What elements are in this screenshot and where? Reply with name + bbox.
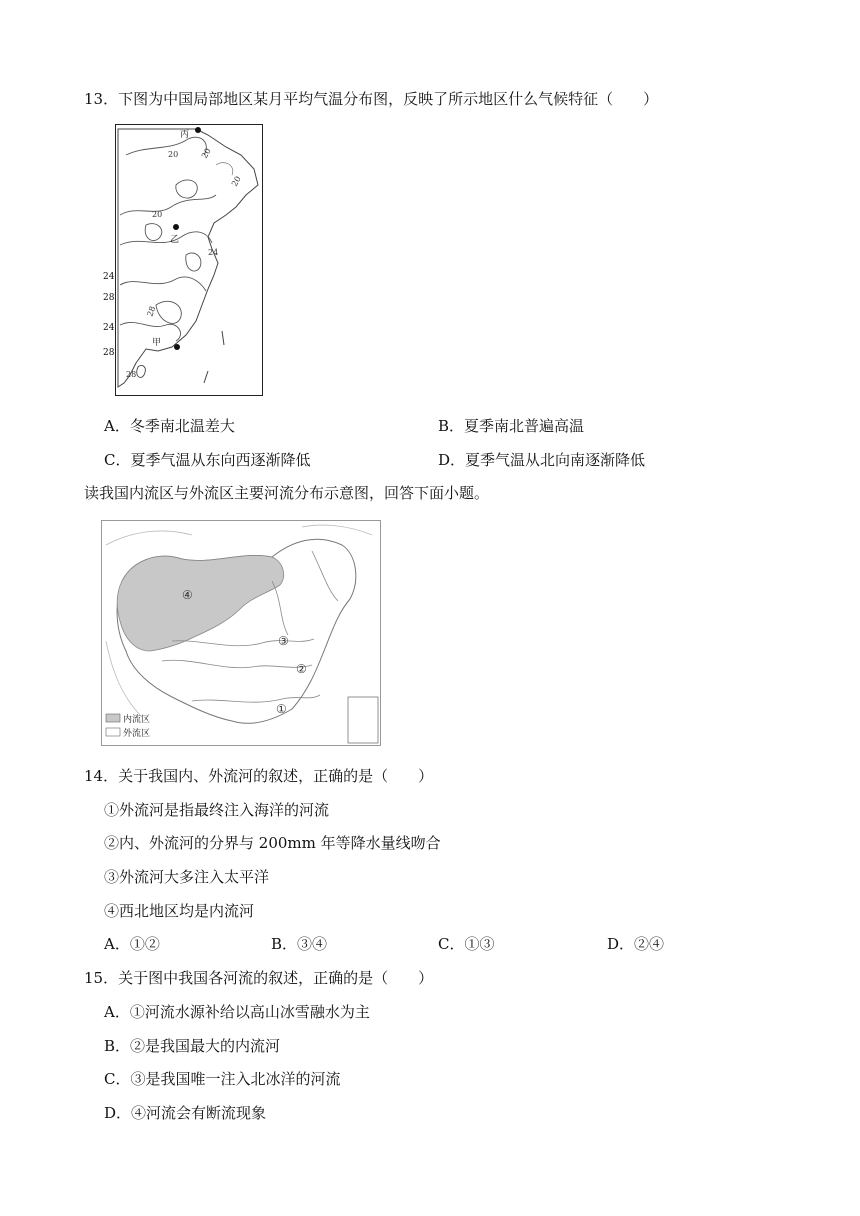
city-dot-north [195, 127, 201, 133]
legend-inner-label: 内流区 [123, 715, 151, 725]
isotherm-label-20a: 20 [168, 150, 179, 159]
q13-option-d[interactable]: D．夏季气温从北向南逐渐降低 [438, 451, 646, 469]
outer-label-28-bottom: 28 [103, 348, 115, 358]
river-marker-3: ③ [278, 634, 289, 648]
legend-outer-swatch [106, 728, 120, 736]
q15-option-a[interactable]: A．①河流水源补给以高山冰雪融水为主 [104, 1003, 370, 1021]
isotherm-label-28d: 28 [126, 370, 137, 379]
q13-option-c[interactable]: C．夏季气温从东向西逐渐降低 [104, 451, 311, 469]
river-marker-1: ① [276, 702, 287, 716]
label-place-c: 丙 [180, 130, 190, 140]
reading-passage: 读我国内流区与外流区主要河流分布示意图，回答下面小题。 [84, 484, 490, 502]
q13-option-b[interactable]: B．夏季南北普遍高温 [438, 417, 585, 435]
q14-statement-2: ②内、外流河的分界与 200mm 年等降水量线吻合 [104, 834, 441, 852]
question-15-stem: 15．关于图中我国各河流的叙述，正确的是（ ） [84, 969, 434, 987]
q15-option-c[interactable]: C．③是我国唯一注入北冰洋的河流 [104, 1070, 341, 1088]
temperature-map [115, 124, 263, 396]
isotherm-label-24a: 24 [208, 248, 219, 257]
question-13-stem: 13．下图为中国局部地区某月平均气温分布图，反映了所示地区什么气候特征（ ） [84, 90, 659, 108]
isotherm-label-20b: 20 [199, 146, 213, 160]
question-14-stem: 14．关于我国内、外流河的叙述，正确的是（ ） [84, 767, 434, 785]
q13-option-a[interactable]: A．冬季南北温差大 [104, 417, 235, 435]
isotherm-label-20d: 20 [152, 210, 163, 219]
isotherm-label-28b: 28 [145, 305, 158, 318]
legend-outer-label: 外流区 [123, 729, 151, 739]
coastline [118, 129, 258, 387]
legend-inner-swatch [106, 714, 120, 722]
outer-label-24-bottom: 24 [103, 323, 115, 333]
river-marker-4: ④ [182, 588, 193, 602]
q15-option-d[interactable]: D．④河流会有断流现象 [104, 1104, 267, 1122]
q15-option-b[interactable]: B．②是我国最大的内流河 [104, 1037, 281, 1055]
q14-option-c[interactable]: C．①③ [438, 935, 495, 953]
q14-statement-4: ④西北地区均是内流河 [104, 902, 255, 920]
label-place-a: 乙 [170, 235, 180, 245]
label-place-b: 甲 [152, 338, 162, 348]
outer-label-24-top: 24 [103, 272, 115, 282]
q14-option-a[interactable]: A．①② [104, 935, 160, 953]
city-dot-middle [173, 224, 179, 230]
outer-label-28-top: 28 [103, 293, 115, 303]
river-distribution-graphic [102, 521, 380, 745]
q14-statement-1: ①外流河是指最终注入海洋的河流 [104, 801, 330, 819]
temperature-map-graphic [116, 125, 261, 394]
river-marker-2: ② [296, 662, 307, 676]
river-distribution-map [101, 520, 381, 746]
q14-option-d[interactable]: D．②④ [607, 935, 665, 953]
q14-statement-3: ③外流河大多注入太平洋 [104, 868, 270, 886]
q14-option-b[interactable]: B．③④ [271, 935, 328, 953]
south-sea-inset [348, 697, 378, 743]
city-dot-south [174, 344, 180, 350]
isotherm-label-20c: 20 [229, 174, 243, 188]
